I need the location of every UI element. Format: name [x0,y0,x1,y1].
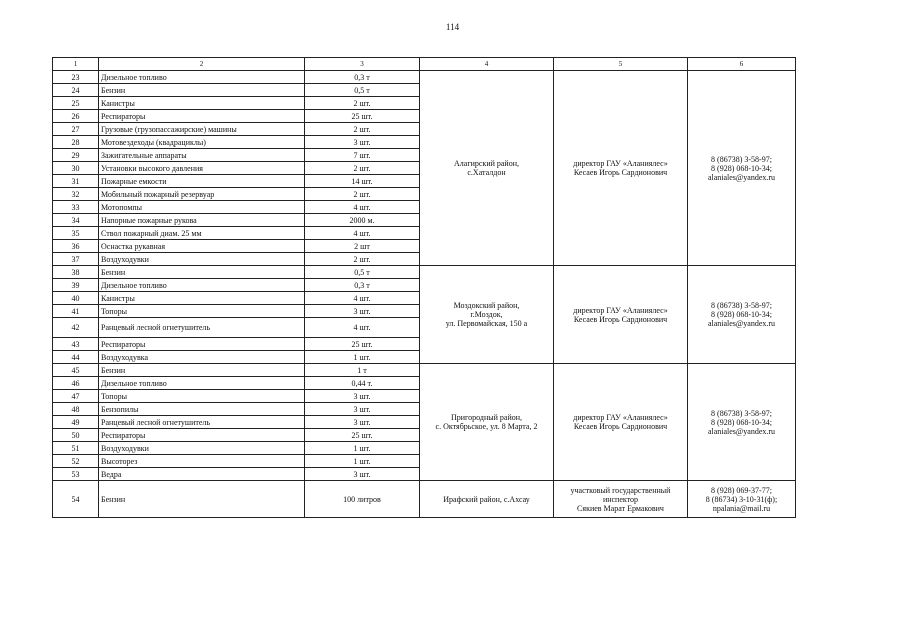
location-cell [420,266,554,364]
item-name: Бензин [99,84,305,97]
contacts-cell [688,364,796,481]
cell-line: участковый государственный [570,485,671,495]
official-cell [554,266,688,364]
row-number: 53 [53,468,99,481]
item-name: Топоры [99,305,305,318]
item-name: Канистры [99,97,305,110]
item-name: Бензин [99,266,305,279]
row-number: 39 [53,279,99,292]
cell-line: Алагирский район, [454,159,519,168]
item-quantity: 3 шт. [305,390,420,403]
row-number: 42 [53,318,99,338]
item-quantity: 1 шт. [305,442,420,455]
item-quantity: 25 шт. [305,338,420,351]
item-name: Ствол пожарный диам. 25 мм [99,227,305,240]
item-name: Воздуходувки [99,442,305,455]
item-quantity: 1 шт. [305,351,420,364]
row-number: 38 [53,266,99,279]
cell-line: 8 (928) 068-10-34; [711,417,772,427]
item-name: Пожарные емкости [99,175,305,188]
cell-line: директор ГАУ «Аланиялес» [573,159,668,168]
item-name: Респираторы [99,110,305,123]
page-number: 114 [445,22,460,32]
item-name: Бензин [99,364,305,377]
item-quantity: 2 шт. [305,97,420,110]
row-number: 34 [53,214,99,227]
contacts-cell [688,266,796,364]
location-cell [420,364,554,481]
item-quantity: 2 шт. [305,188,420,201]
table-row [53,364,796,377]
row-number: 31 [53,175,99,188]
item-name: Установки высокого давления [99,162,305,175]
contacts-cell [688,481,796,518]
item-quantity: 4 шт. [305,227,420,240]
item-quantity: 3 шт. [305,416,420,429]
row-number: 54 [53,481,99,518]
row-number: 29 [53,149,99,162]
row-number: 41 [53,305,99,318]
cell-line: Сякиев Марат Ермакович [577,503,664,513]
row-number: 48 [53,403,99,416]
cell-line: Кесаев Игорь Сардионович [573,168,668,177]
item-quantity: 1 шт. [305,455,420,468]
cell-line: с. Октябрьское, ул. 8 Марта, 2 [435,422,538,431]
table-row [53,266,796,279]
item-quantity: 2 шт [305,240,420,253]
item-name: Оснастка рукавная [99,240,305,253]
location-cell [420,71,554,266]
official-cell [554,71,688,266]
column-number: 2 [99,58,305,71]
column-number: 1 [53,58,99,71]
cell-line: Кесаев Игорь Сардионович [573,314,668,324]
item-quantity: 3 шт. [305,403,420,416]
item-quantity: 3 шт. [305,305,420,318]
table-row [53,71,796,84]
cell-line: 8 (928) 068-10-34; [711,163,772,173]
row-number: 43 [53,338,99,351]
cell-line: npalania@mail.ru [712,503,771,513]
item-name: Зажигательные аппараты [99,149,305,162]
cell-line: Кесаев Игорь Сардионович [573,422,668,431]
item-quantity: 25 шт. [305,110,420,123]
item-quantity: 4 шт. [305,292,420,305]
item-quantity: 2000 м. [305,214,420,227]
row-number: 40 [53,292,99,305]
item-quantity: 100 литров [305,481,420,518]
cell-line: инспектор [602,494,639,504]
item-name: Мотопомпы [99,201,305,214]
item-quantity: 14 шт. [305,175,420,188]
cell-line: 8 (86738) 3-58-97; [711,301,772,310]
cell-line: г.Моздок, [470,310,503,319]
row-number: 33 [53,201,99,214]
row-number: 26 [53,110,99,123]
item-name: Дизельное топливо [99,377,305,390]
item-name: Дизельное топливо [99,279,305,292]
cell-line: alaniales@yandex.ru [707,426,776,436]
cell-line: alaniales@yandex.ru [707,172,776,182]
item-name: Напорные пожарные рукова [99,214,305,227]
item-quantity: 4 шт. [305,201,420,214]
cell-line: директор ГАУ «Аланиялес» [573,305,668,315]
item-name: Мотовездеходы (квадрациклы) [99,136,305,149]
item-quantity: 25 шт. [305,429,420,442]
item-name: Воздуходувки [99,253,305,266]
cell-line: alaniales@yandex.ru [707,319,776,328]
column-number: 5 [554,58,688,71]
item-quantity: 7 шт. [305,149,420,162]
cell-line: 8 (928) 069-37-77; [711,485,772,495]
row-number: 44 [53,351,99,364]
item-name: Канистры [99,292,305,305]
row-number: 36 [53,240,99,253]
item-name: Грузовые (грузопассажирские) машины [99,123,305,136]
item-name: Бензопилы [99,403,305,416]
item-name: Топоры [99,390,305,403]
table-row [53,481,796,518]
cell-line: Пригородный район, [450,413,523,422]
item-quantity: 0,5 т [305,84,420,97]
cell-line: 8 (86738) 3-58-97; [711,408,772,418]
cell-line: с.Хаталдон [467,168,506,177]
column-number: 6 [688,58,796,71]
item-quantity: 1 т [305,364,420,377]
row-number: 27 [53,123,99,136]
cell-line: Ирафский район, с.Ахсау [443,494,530,504]
item-quantity: 3 шт. [305,468,420,481]
official-cell [554,481,688,518]
cell-line: Моздокский район, [453,301,520,310]
row-number: 52 [53,455,99,468]
item-name: Высоторез [99,455,305,468]
item-name: Респираторы [99,338,305,351]
row-number: 47 [53,390,99,403]
cell-line: 8 (86738) 3-58-97; [711,154,772,164]
item-quantity: 0,3 т [305,71,420,84]
item-quantity: 0,3 т [305,279,420,292]
row-number: 37 [53,253,99,266]
item-quantity: 2 шт. [305,253,420,266]
item-quantity: 2 шт. [305,123,420,136]
item-name: Ранцевый лесной огнетушитель [99,416,305,429]
row-number: 28 [53,136,99,149]
column-number: 3 [305,58,420,71]
row-number: 24 [53,84,99,97]
cell-line: директор ГАУ «Аланиялес» [573,413,668,422]
item-name: Бензин [99,481,305,518]
row-number: 49 [53,416,99,429]
row-number: 51 [53,442,99,455]
cell-line: 8 (86734) 3-10-31(ф); [705,494,778,504]
item-quantity: 4 шт. [305,318,420,338]
item-name: Мобильный пожарный резервуар [99,188,305,201]
item-quantity: 2 шт. [305,162,420,175]
cell-line: ул. Первомайская, 150 а [445,319,528,328]
item-name: Дизельное топливо [99,71,305,84]
location-cell [420,481,554,518]
item-quantity: 3 шт. [305,136,420,149]
row-number: 23 [53,71,99,84]
row-number: 25 [53,97,99,110]
item-name: Ведра [99,468,305,481]
cell-line: 8 (928) 068-10-34; [711,310,772,319]
row-number: 46 [53,377,99,390]
item-name: Респираторы [99,429,305,442]
item-name: Воздуходувка [99,351,305,364]
equipment-table [52,57,796,518]
row-number: 30 [53,162,99,175]
row-number: 50 [53,429,99,442]
item-quantity: 0,5 т [305,266,420,279]
row-number: 35 [53,227,99,240]
official-cell [554,364,688,481]
item-quantity: 0,44 т. [305,377,420,390]
column-number-row [53,58,796,71]
column-number: 4 [420,58,554,71]
item-name: Ранцевый лесной огнетушитель [99,318,305,338]
contacts-cell [688,71,796,266]
row-number: 45 [53,364,99,377]
row-number: 32 [53,188,99,201]
